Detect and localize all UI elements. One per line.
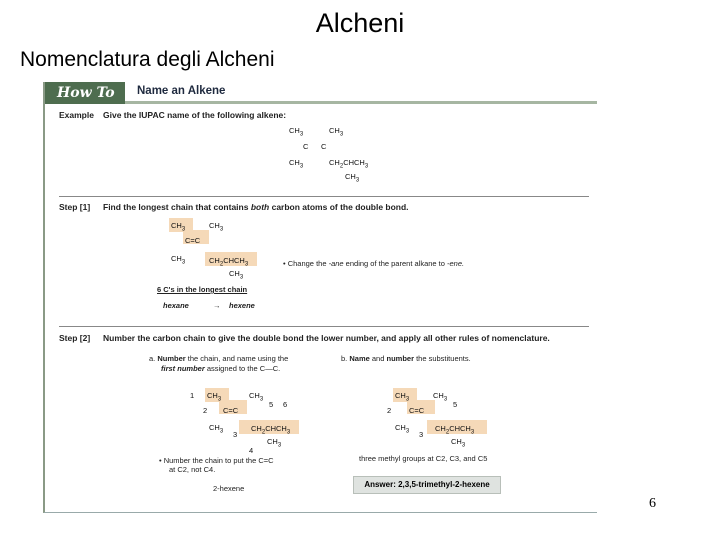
- howto-header: [45, 82, 597, 104]
- part-a-note-1: • Number the chain to put the C=C: [159, 456, 274, 465]
- howto-heading: Name an Alkene: [137, 85, 226, 97]
- part-a-text: a. Number the chain, and name using the: [149, 354, 289, 363]
- howto-tab: How To: [45, 82, 125, 104]
- part-b-text: b. Name and number the substituents.: [341, 354, 471, 363]
- hexene-label: hexene: [229, 301, 255, 310]
- slide-subtitle: Nomenclatura degli Alcheni: [20, 48, 275, 71]
- step2-text: Number the carbon chain to give the double bond the lower number, and apply all other rules of nomenclature.: [103, 333, 550, 343]
- step1-label: Step [1]: [59, 202, 91, 212]
- step2-label: Step [2]: [59, 333, 91, 343]
- howto-rule: [125, 101, 597, 104]
- chain-caption: 6 C's in the longest chain: [157, 285, 248, 294]
- part-b-note: three methyl groups at C2, C3, and C5: [359, 454, 488, 463]
- answer-box: Answer: 2,3,5-trimethyl-2-hexene: [353, 476, 501, 494]
- example-label: Example: [59, 110, 94, 120]
- page-number: 6: [649, 496, 656, 511]
- hexane-label: hexane: [163, 301, 189, 310]
- separator: [59, 196, 589, 197]
- example-text: Give the IUPAC name of the following alkene:: [103, 110, 287, 120]
- part-a-text-2: first number assigned to the C—C.: [161, 364, 281, 373]
- arrow-icon: →: [213, 301, 221, 310]
- slide-title: Alcheni: [315, 8, 405, 38]
- separator: [59, 326, 589, 327]
- step1-text: Find the longest chain that contains both carbon atoms of the double bond.: [103, 202, 409, 212]
- textbook-figure: How To Name an Alkene Example Give the IUPAC name of the following alkene: $CH_3$ $CH_3$ C C $CH_3$ $CH_2CHCH_3$ $CH_3$ Step [1] Find the longest chain that contains both carbon atoms of the double bond. $CH_3$ $CH_3$ C=C $CH_3$ $CH_2CHCH_3$ $CH_3$ • Change the -ane ending of the parent alkane to -ene. 6 C's in the longest chain hexane → hexene Step [2] Number the carbon chain to give the double bond the lower number, and apply all other rules of nomenclature. a. Number the chain, and name using the first number assigned to the C—C. b. Name and number the substituents. 1 $CH_3$ $CH_3$ 5 6 2 C=C $CH_3$ 3 $CH_2CHCH_3$ $CH_3$ 4 • Number the chain to put the C=C at C2, not C4. 2-hexene $CH_3$ $CH_3$ 5 2 C=C $CH_3$ 3 $CH_2CHCH_3$ $CH_3$ three methyl groups at C2, C3, and C5 Answer: 2,3,5-trimethyl-2-hexene: [43, 82, 597, 513]
- part-a-note-2: at C2, not C4.: [169, 465, 216, 474]
- step1-note: • Change the -ane ending of the parent alkane to -ene.: [283, 259, 465, 268]
- part-a-name: 2-hexene: [213, 484, 245, 493]
